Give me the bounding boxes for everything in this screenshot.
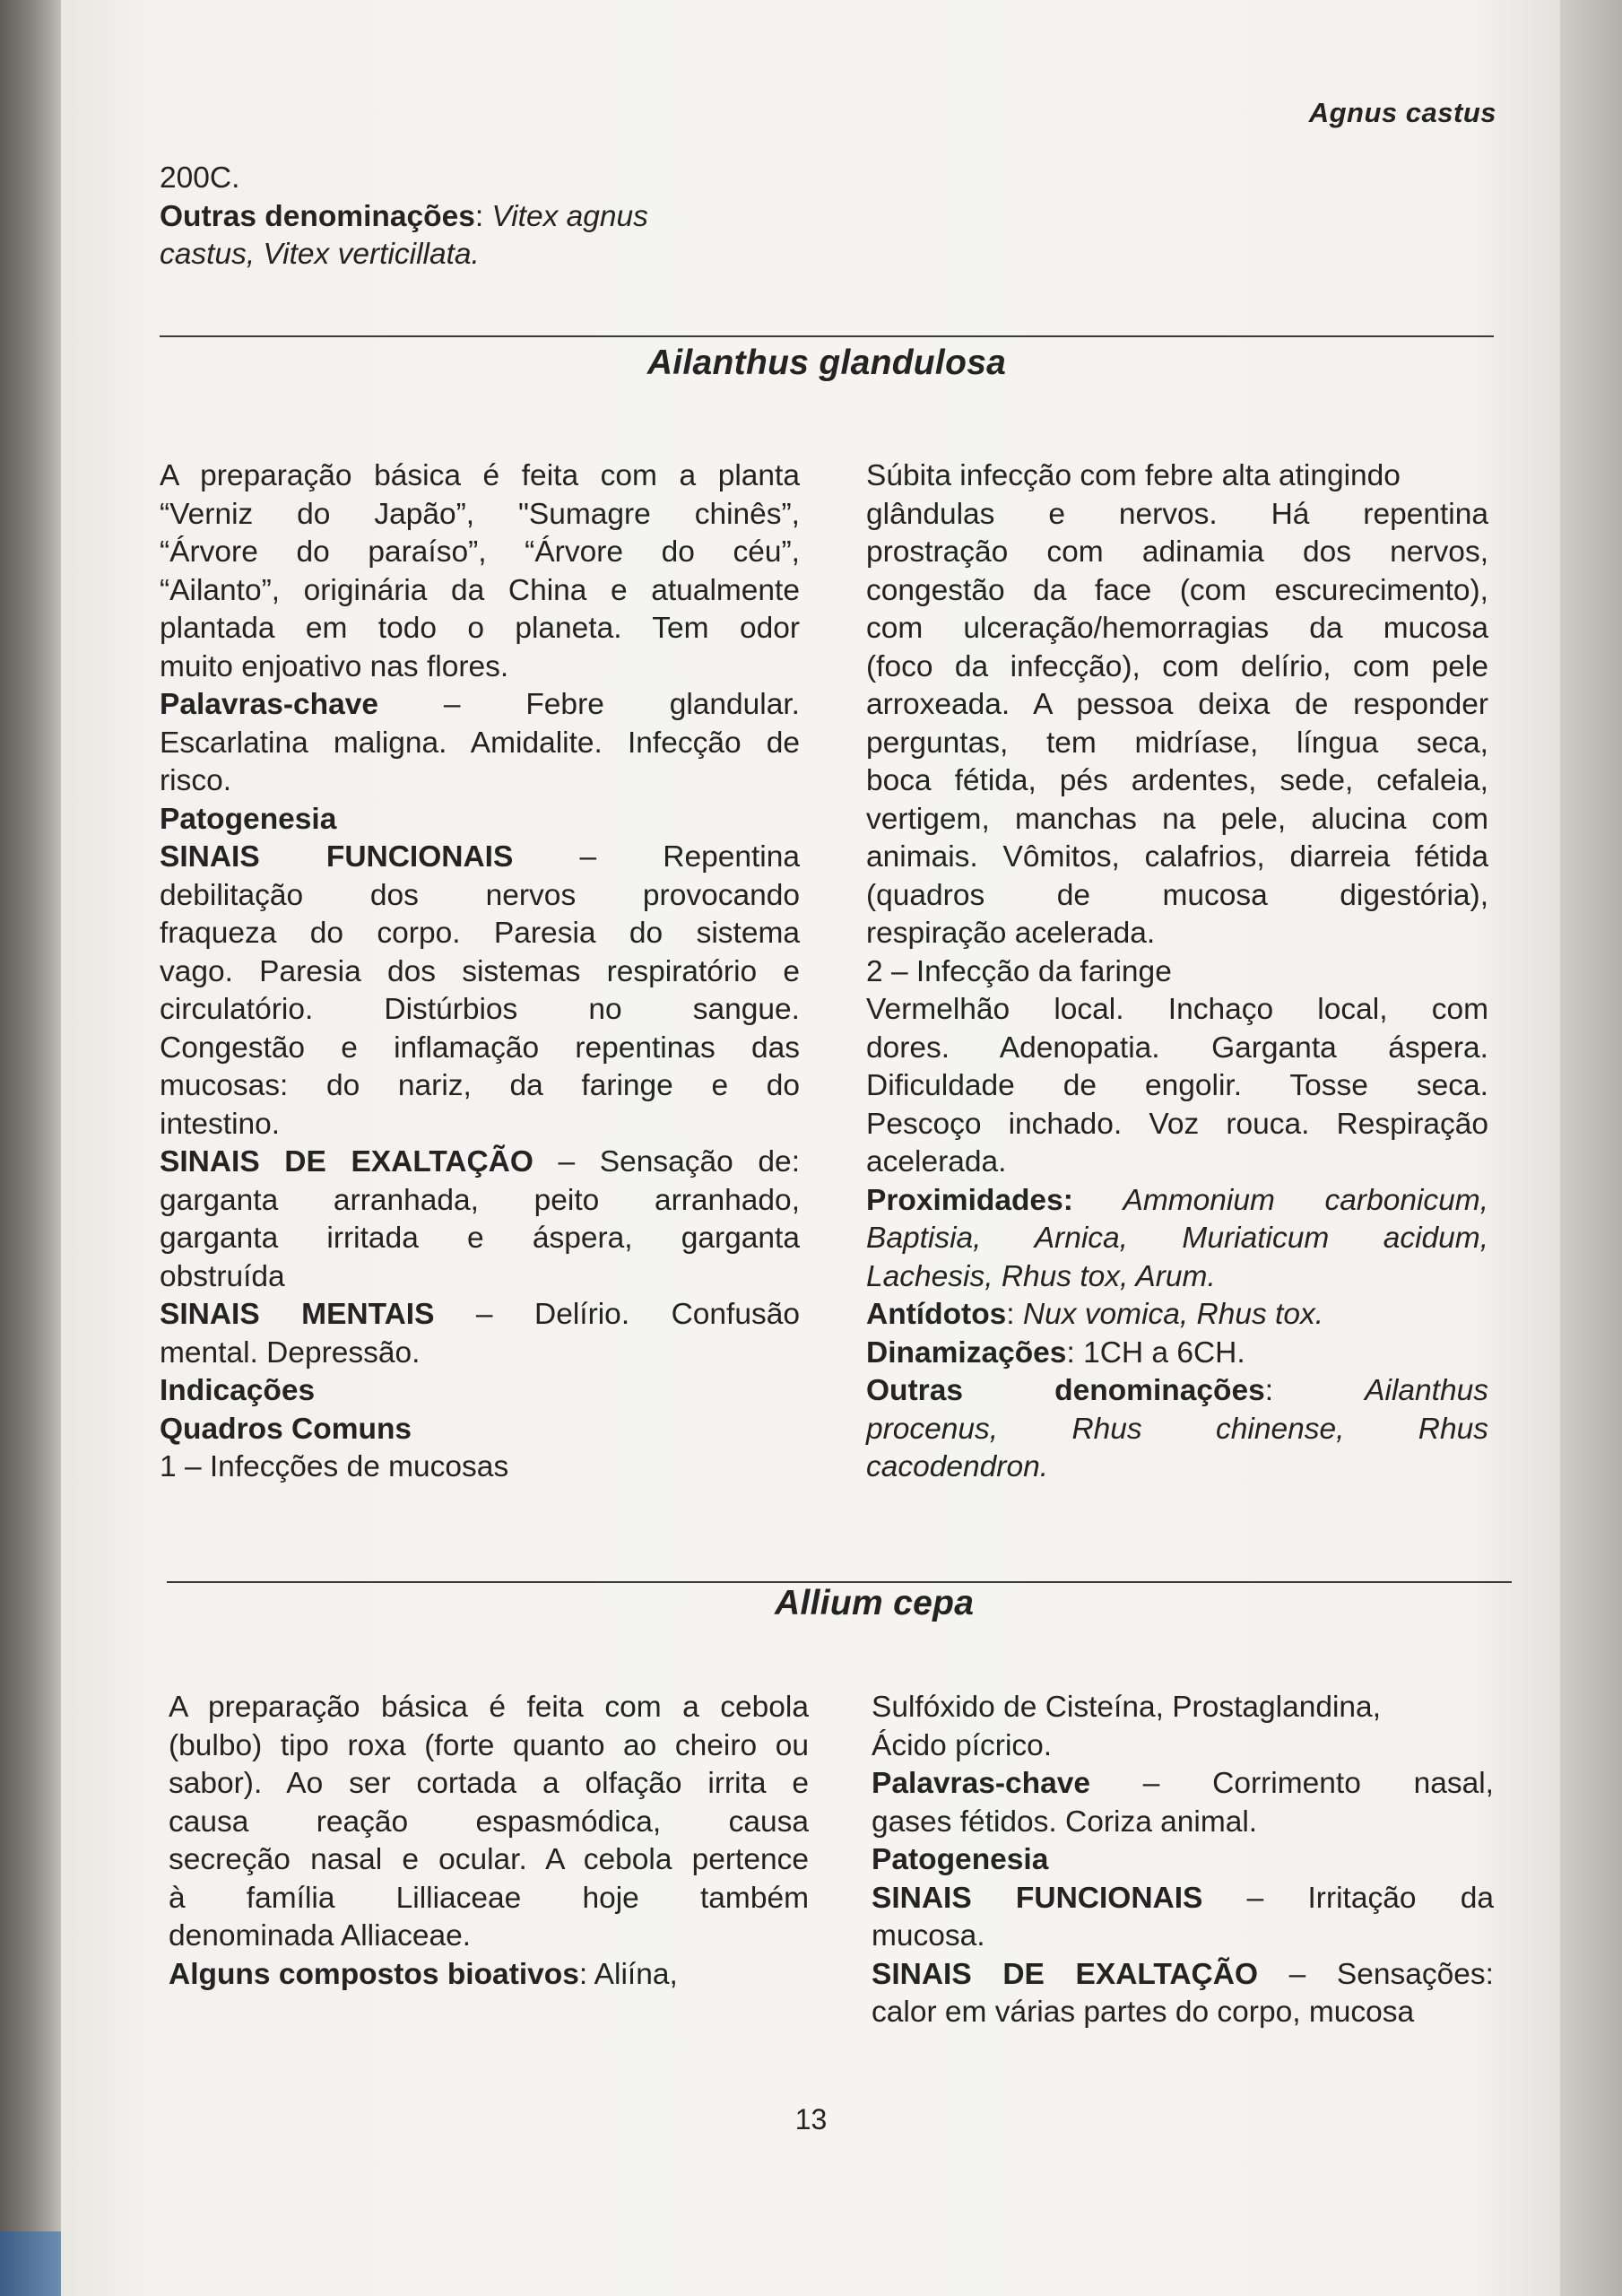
text-line: dores. Adenopatia. Garganta áspera. — [866, 1031, 1488, 1065]
text-line: sabor). Ao ser cortada a olfação irrita e — [169, 1767, 809, 1800]
text-line: Dificuldade de engolir. Tosse seca. — [866, 1069, 1488, 1102]
book-gutter-shadow — [0, 0, 63, 2296]
text-line: secreção nasal e ocular. A cebola pertence — [169, 1843, 809, 1876]
text-line: (foco da infecção), com delírio, com pele — [866, 649, 1488, 683]
text-line: vago. Paresia dos sistemas respiratório e — [160, 954, 800, 988]
allium-right-column — [872, 1689, 1494, 2032]
text-line: respiração acelerada. — [866, 917, 1156, 950]
page-number: 13 — [794, 2103, 828, 2135]
text-line: Escarlatina maligna. Amidalite. Infecção de — [160, 726, 800, 760]
text-line: congestão da face (com escurecimento), — [866, 573, 1488, 607]
text-line: perguntas, tem midríase, língua seca, — [866, 726, 1488, 760]
text-line: arroxeada. A pessoa deixa de responder — [866, 688, 1488, 721]
dinamizacoes-line: Dinamizações: 1CH a 6CH. — [866, 1335, 1245, 1370]
text-line: circulatório. Distúrbios no sangue. — [160, 993, 800, 1026]
continuation-line: 200C. — [160, 161, 240, 195]
page-right-edge — [1560, 0, 1622, 2296]
text-line: com ulceração/hemorragias da mucosa — [866, 612, 1488, 645]
text-line: plantada em todo o planeta. Tem odor — [160, 612, 800, 645]
text-line: obstruída — [160, 1259, 285, 1293]
book-cover-edge — [0, 2231, 63, 2296]
antidotos-line: Antídotos: Nux vomica, Rhus tox. — [866, 1298, 1324, 1331]
text-line: glândulas e nervos. Há repentina — [866, 497, 1488, 531]
allium-left-column — [169, 1689, 809, 1994]
text-line: Sulfóxido de Cisteína, Prostaglandina, — [872, 1691, 1381, 1724]
text-line: “Verniz do Japão”, "Sumagre chinês”, — [160, 497, 800, 531]
text-line: mucosas: do nariz, da faringe e do — [160, 1069, 800, 1102]
text-line: (quadros de mucosa digestória), — [866, 878, 1488, 912]
text-line: “Árvore do paraíso”, “Árvore do céu”, — [160, 535, 800, 569]
bioativos-line: Alguns compostos bioativos: Aliína, — [169, 1957, 678, 1991]
text-line: muito enjoativo nas flores. — [160, 649, 509, 683]
subheading-quadros-comuns: Quadros Comuns — [160, 1412, 412, 1446]
text-line: garganta arranhada, peito arranhado, — [160, 1183, 800, 1217]
text-line: (bulbo) tipo roxa (forte quanto ao cheiro ou — [169, 1728, 809, 1762]
sinais-mentais-line: SINAIS MENTAIS – Delírio. Confusão — [160, 1298, 800, 1331]
text-line: debilitação dos nervos provocando — [160, 878, 800, 912]
text-line: à família Lilliaceae hoje também — [169, 1881, 809, 1915]
ailanthus-right-column — [866, 457, 1488, 1487]
sinais-funcionais-line: SINAIS FUNCIONAIS – Repentina — [160, 840, 800, 874]
text-line: Baptisia, Arnica, Muriaticum acidum, — [866, 1222, 1488, 1255]
text-line: animais. Vômitos, calafrios, diarreia fétida — [866, 840, 1488, 874]
text-line: intestino. — [160, 1107, 281, 1141]
text-line: calor em várias partes do corpo, mucosa — [872, 1996, 1415, 2029]
text-line: mental. Depressão. — [160, 1335, 421, 1370]
text-line: acelerada. — [866, 1145, 1007, 1178]
text-line: vertigem, manchas na pele, alucina com — [866, 802, 1488, 836]
text-line: garganta irritada e áspera, garganta — [160, 1222, 800, 1255]
list-item: 1 – Infecções de mucosas — [160, 1450, 509, 1483]
text-line: gases fétidos. Coriza animal. — [872, 1805, 1258, 1839]
text-line: mucosa. — [872, 1919, 985, 1952]
text-line: Súbita infecção com febre alta atingindo — [866, 459, 1401, 492]
palavras-chave-line: Palavras-chave – Febre glandular. — [160, 688, 800, 721]
text-line: Pescoço inchado. Voz rouca. Respiração — [866, 1107, 1488, 1141]
text-line: “Ailanto”, originária da China e atualmente — [160, 573, 800, 607]
ailanthus-left-column — [160, 457, 800, 1487]
outras-denominacoes-line: Outras denominações: Ailanthus — [866, 1374, 1488, 1407]
section-rule — [167, 1581, 1512, 1583]
outras-denominacoes-cont: castus, Vitex verticillata. — [160, 238, 480, 271]
outras-denominacoes-line: Outras denominações: Vitex agnus — [160, 199, 648, 233]
text-line: boca fétida, pés ardentes, sede, cefaleia, — [866, 764, 1488, 797]
section-title-allium: Allium cepa — [775, 1584, 975, 1622]
continuation-block — [160, 160, 716, 274]
text-line: Ácido pícrico. — [872, 1728, 1053, 1762]
palavras-chave-line: Palavras-chave – Corrimento nasal, — [872, 1767, 1494, 1800]
text-line: Lachesis, Rhus tox, Arum. — [866, 1259, 1216, 1293]
sinais-exaltacao-line: SINAIS DE EXALTAÇÃO – Sensações: — [872, 1957, 1494, 1991]
text-line: Congestão e inflamação repentinas das — [160, 1031, 800, 1065]
subheading-patogenesia: Patogenesia — [872, 1843, 1049, 1876]
sinais-funcionais-line: SINAIS FUNCIONAIS – Irritação da — [872, 1881, 1494, 1915]
text-line: Vermelhão local. Inchaço local, com — [866, 993, 1488, 1026]
text-line: A preparação básica é feita com a cebola — [169, 1691, 809, 1724]
subheading-indicacoes: Indicações — [160, 1374, 316, 1407]
text-line: A preparação básica é feita com a planta — [160, 459, 800, 492]
text-line: denominada Alliaceae. — [169, 1919, 472, 1952]
section-title-ailanthus: Ailanthus glandulosa — [646, 344, 1007, 382]
text-line: procenus, Rhus chinense, Rhus — [866, 1412, 1488, 1446]
text-line: cacodendron. — [866, 1450, 1049, 1483]
sinais-exaltacao-line: SINAIS DE EXALTAÇÃO – Sensação de: — [160, 1145, 800, 1178]
proximidades-line: Proximidades: Ammonium carbonicum, — [866, 1183, 1488, 1217]
subheading-patogenesia: Patogenesia — [160, 802, 337, 836]
running-head: Agnus castus — [1308, 97, 1496, 128]
section-rule — [160, 335, 1494, 337]
list-item: 2 – Infecção da faringe — [866, 954, 1172, 988]
text-line: risco. — [160, 764, 232, 797]
text-line: causa reação espasmódica, causa — [169, 1805, 809, 1839]
text-line: fraqueza do corpo. Paresia do sistema — [160, 917, 800, 950]
text-line: prostração com adinamia dos nervos, — [866, 535, 1488, 569]
